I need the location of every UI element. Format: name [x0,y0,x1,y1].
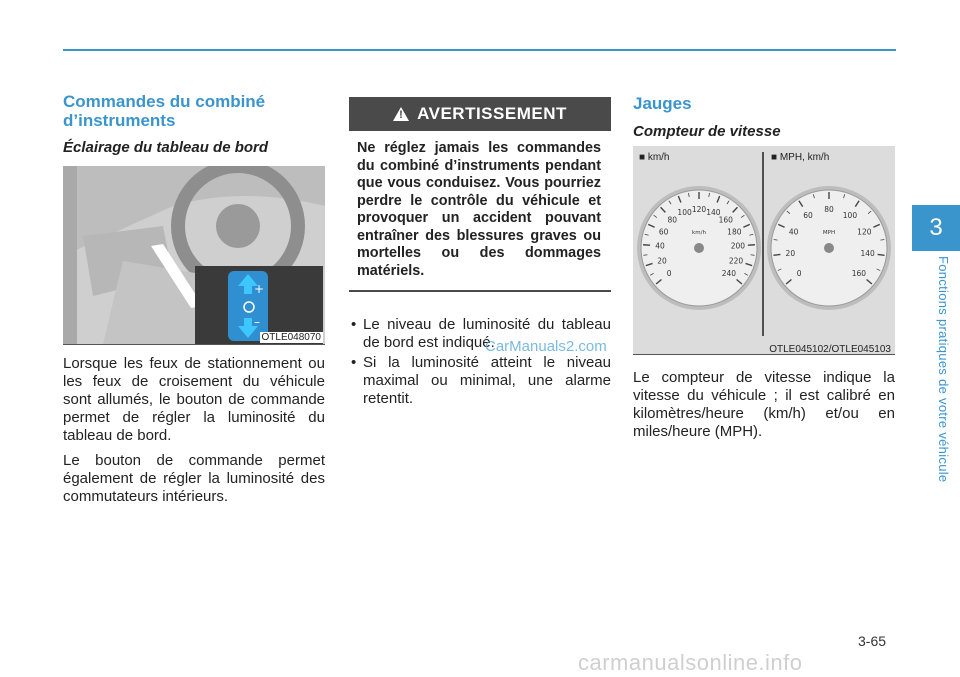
watermark: carmanualsonline.info [578,650,803,675]
svg-text:–: – [254,315,260,329]
mph-tick-label: 140 [860,249,875,259]
section-heading: Commandes du combiné d’instruments [63,92,266,130]
kmh-tick-label: 60 [658,227,669,237]
kmh-tick [751,255,755,256]
warning-header [349,97,611,131]
kmh-tick-label: 240 [721,269,737,279]
mph-unit-label: MPH [822,230,836,236]
mph-tick [878,254,885,255]
list-item: • Le niveau de luminosité du tableau de bord est indiqué. [349,316,611,352]
kmh-tick-label: 0 [666,269,672,279]
gauge-label-kmh: ■ km/h [639,152,670,163]
mph-tick-label: 120 [857,227,872,237]
kmh-tick-label: 200 [730,241,746,251]
mph-tick-label: 60 [803,211,813,221]
bullet-list [349,316,611,408]
warning-box [349,97,611,292]
figure-caption: OTLE045102/OTLE045103 [769,344,891,355]
column-3 [633,94,895,441]
column-1 [63,92,325,506]
gauge-label-mph: ■ MPH, km/h [771,152,830,163]
watermark: CarManuals2.com [485,338,607,355]
header-rule [63,49,896,51]
kmh-tick-label: 100 [677,207,692,217]
kmh-tick-label: 20 [657,256,667,266]
dashboard-illumination-figure [63,166,325,345]
page-number: 3-65 [858,633,887,649]
chapter-number: 3 [929,214,943,241]
kmh-tick-label: 220 [728,256,744,266]
column-2 [349,97,611,410]
kmh-tick-label: 140 [706,207,721,217]
mph-tick-label: 100 [842,211,858,221]
dashboard-illustration [63,166,325,344]
mph-tick-label: 160 [851,269,867,279]
mph-tick-label: 40 [788,227,799,237]
chapter-tab[interactable] [912,205,960,251]
mph-tick [773,254,780,255]
kmh-unit-label: km/h [692,230,706,236]
kmh-tick-label: 80 [667,215,678,225]
speedometer-figure [633,146,895,355]
mph-hub [824,243,834,253]
mph-tick-label: 80 [824,205,834,214]
kmh-tick-label: 40 [655,241,665,251]
body-paragraph: Lorsque les feux de stationnement ou les feux de croisement du véhicule sont allumés, le bouton de commande permet de régler la luminosité du tableau de bord. [63,355,325,444]
kmh-tick [643,255,647,256]
kmh-tick-label: 120 [691,205,707,214]
svg-text:+: + [254,282,265,296]
kmh-tick-label: 180 [727,227,742,237]
kmh-tick-label: 160 [718,215,733,225]
section-subheading: Compteur de vitesse [633,123,781,140]
section-heading: Jauges [633,94,692,113]
figure-caption: OTLE048070 [261,332,321,343]
section-subheading: Éclairage du tableau de bord [63,139,269,156]
mph-tick-label: 20 [785,249,796,259]
warning-triangle-icon [393,107,409,121]
body-paragraph: Le bouton de commande permet également de régler la luminosité des commutateurs intérieurs. [63,452,325,505]
body-paragraph: Le compteur de vitesse indique la vitesse du véhicule ; il est calibré en kilomètres/heure (km/h) et/ou en miles/heure (MPH). [633,369,895,440]
list-item: • Si la luminosité atteint le niveau maximal ou minimal, une alarme retentit. [349,354,611,408]
speedometer-gauges [633,146,895,354]
chapter-title: Fonctions pratiques de votre véhicule [936,256,951,483]
warning-text: Ne réglez jamais les commandes du combiné d’instruments pendant que vous conduisez. Vous pourriez perdre le contrôle du véhicule et provoquer un accident pouvant entraîner des blessures graves ou mortelles ou des dommages matériels. [349,131,611,292]
kmh-gauge [637,186,761,310]
warning-title: AVERTISSEMENT [417,104,567,123]
mph-tick-label: 0 [796,269,802,279]
mph-gauge [767,186,891,310]
kmh-hub [694,243,704,253]
